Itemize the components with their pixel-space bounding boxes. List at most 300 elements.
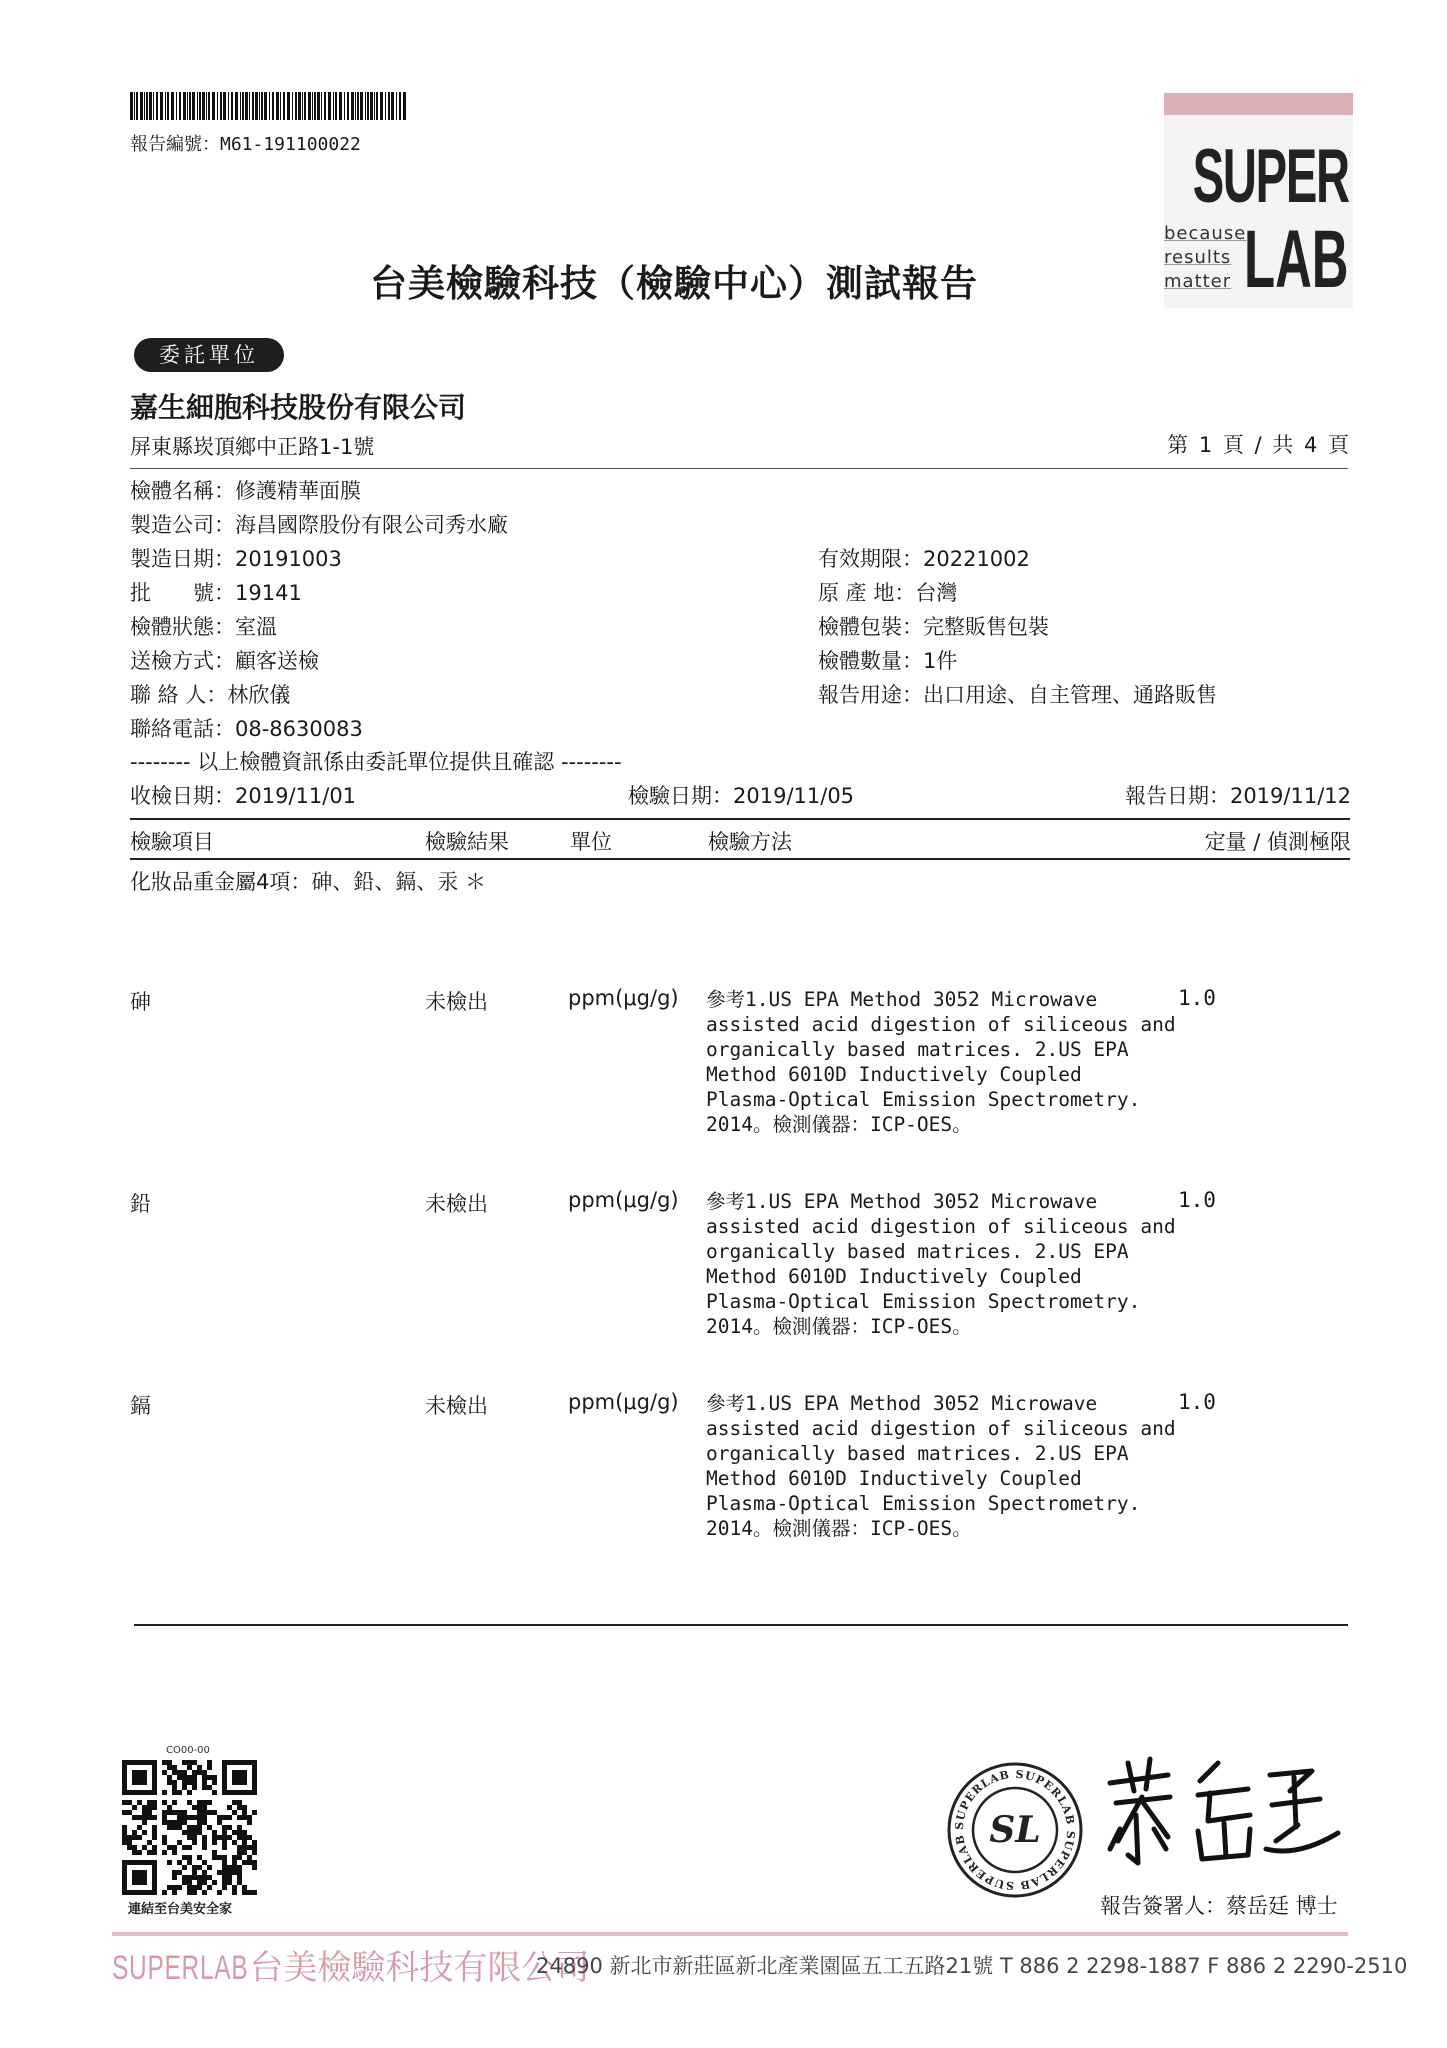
qr-module (207, 1760, 212, 1765)
qr-module (142, 1880, 147, 1885)
page-indicator: 第 1 頁 / 共 4 頁 (1167, 433, 1351, 457)
qr-module (137, 1860, 142, 1865)
barcode-bar (249, 92, 250, 120)
qr-module (122, 1785, 127, 1790)
report-number: 報告編號：M61-191100022 (130, 134, 361, 155)
qr-module (137, 1850, 142, 1855)
barcode-bar (144, 92, 145, 120)
qr-module (142, 1805, 147, 1810)
qr-module (182, 1875, 187, 1880)
qr-module (252, 1810, 257, 1815)
barcode-bar (167, 92, 169, 120)
qr-module (147, 1840, 152, 1845)
info-line: 檢體狀態：室溫 (130, 615, 277, 639)
qr-module (127, 1760, 132, 1765)
qr-module (242, 1760, 247, 1765)
qr-module (147, 1790, 152, 1795)
barcode-bar (339, 92, 342, 120)
barcode-bar (192, 92, 195, 120)
qr-module (172, 1790, 177, 1795)
qr-module (217, 1820, 222, 1825)
qr-module (222, 1770, 227, 1775)
table-row-item: 鉛 (130, 1192, 151, 1216)
qr-module (187, 1880, 192, 1885)
table-row-method: 參考1.US EPA Method 3052 Microwave assisted acid digestion of siliceous and organically based matrices. 2.US EPA Method 6010D Inductively Coupled Plasma-Optical Emission Spectrometry. 2014。檢測儀器：ICP-OES。 (706, 1190, 1176, 1338)
qr-module (167, 1805, 172, 1810)
barcode-bar (280, 92, 281, 120)
qr-module (207, 1875, 212, 1880)
qr-module (222, 1875, 227, 1880)
qr-module (207, 1825, 212, 1830)
qr-module (252, 1785, 257, 1790)
qr-module (232, 1885, 237, 1890)
qr-module (142, 1815, 147, 1820)
report-date: 報告日期：2019/11/12 (1124, 784, 1351, 808)
qr-module (217, 1835, 222, 1840)
qr-module (182, 1785, 187, 1790)
qr-module (172, 1825, 177, 1830)
qr-module (172, 1810, 177, 1815)
barcode-bar (252, 92, 254, 120)
qr-module (192, 1825, 197, 1830)
barcode-bar (335, 92, 337, 120)
footer-brand-en: SUPERLAB (112, 1949, 249, 1987)
footer-rule (112, 1932, 1348, 1936)
qr-module (252, 1845, 257, 1850)
qr-module (212, 1775, 217, 1780)
qr-module (122, 1825, 127, 1830)
qr-module (222, 1765, 227, 1770)
qr-module (152, 1875, 157, 1880)
barcode-bar (130, 92, 133, 120)
qr-module (122, 1870, 127, 1875)
qr-module (167, 1810, 172, 1815)
qr-module (192, 1840, 197, 1845)
qr-module (152, 1815, 157, 1820)
qr-module (122, 1860, 127, 1865)
qr-module (152, 1860, 157, 1865)
qr-module (132, 1770, 137, 1775)
divider (130, 468, 1348, 469)
qr-module (142, 1780, 147, 1785)
qr-module (167, 1775, 172, 1780)
barcode-bar (302, 92, 303, 120)
qr-module (142, 1810, 147, 1815)
qr-module (137, 1815, 142, 1820)
test-date: 檢驗日期：2019/11/05 (628, 784, 855, 808)
qr-module (217, 1815, 222, 1820)
signature-image (1098, 1745, 1348, 1885)
qr-module (232, 1870, 237, 1875)
barcode-bar (396, 92, 397, 120)
logo-tagline-1: because (1164, 223, 1247, 244)
qr-module (222, 1855, 227, 1860)
qr-module (172, 1780, 177, 1785)
qr-module (132, 1850, 137, 1855)
qr-module (237, 1775, 242, 1780)
qr-module (132, 1815, 137, 1820)
header-item: 檢驗項目 (130, 830, 214, 854)
qr-module (227, 1760, 232, 1765)
barcode-bar (292, 92, 293, 120)
qr-module (147, 1810, 152, 1815)
qr-module (172, 1800, 177, 1805)
qr-module (137, 1890, 142, 1895)
qr-module (187, 1890, 192, 1895)
qr-module (232, 1855, 237, 1860)
qr-module (172, 1885, 177, 1890)
logo-lab-text: LAB (1244, 214, 1349, 305)
qr-module (142, 1830, 147, 1835)
qr-module (227, 1865, 232, 1870)
qr-module (132, 1875, 137, 1880)
qr-module (237, 1855, 242, 1860)
info-line: 送檢方式：顧客送檢 (130, 649, 319, 673)
qr-module (162, 1890, 167, 1895)
barcode-bar (255, 92, 258, 120)
qr-module (132, 1880, 137, 1885)
qr-module (177, 1840, 182, 1845)
qr-module (242, 1835, 247, 1840)
barcode-bar (308, 92, 311, 120)
barcode-bar (314, 92, 316, 120)
qr-module (127, 1890, 132, 1895)
qr-module (242, 1790, 247, 1795)
barcode-bar (212, 92, 215, 120)
seal-ring-text: SUPERLAB SUPERLAB SUPERLAB SUPERLAB (952, 1767, 1078, 1893)
qr-module (122, 1790, 127, 1795)
qr-module (122, 1875, 127, 1880)
info-notice: -------- 以上檢體資訊係由委託單位提供且確認 -------- (130, 750, 622, 774)
qr-module (202, 1890, 207, 1895)
qr-module (247, 1815, 252, 1820)
qr-module (247, 1835, 252, 1840)
barcode-bar (136, 92, 138, 120)
barcode-bar (376, 92, 378, 120)
qr-module (177, 1820, 182, 1825)
received-date: 收檢日期：2019/11/01 (130, 784, 357, 808)
qr-module (252, 1790, 257, 1795)
barcode-bar (259, 92, 260, 120)
qr-module (222, 1825, 227, 1830)
qr-module (177, 1825, 182, 1830)
qr-module (152, 1850, 157, 1855)
qr-module (122, 1885, 127, 1890)
qr-module (242, 1845, 247, 1850)
table-end-rule (134, 1624, 1348, 1626)
barcode-bar (351, 92, 354, 120)
qr-module (247, 1860, 252, 1865)
barcode-bar (206, 92, 207, 120)
table-row-limit: 1.0 (1178, 1390, 1216, 1414)
qr-module (197, 1885, 202, 1890)
barcode-bar (367, 92, 369, 120)
qr-module (207, 1800, 212, 1805)
qr-module (197, 1825, 202, 1830)
table-row-result: 未檢出 (425, 990, 488, 1014)
logo-bar (1164, 93, 1353, 115)
qr-module (172, 1785, 177, 1790)
qr-module (202, 1840, 207, 1845)
qr-module (137, 1880, 142, 1885)
qr-module (162, 1810, 167, 1815)
client-badge: 委託單位 (134, 338, 284, 372)
qr-module (182, 1820, 187, 1825)
qr-module (137, 1825, 142, 1830)
barcode-bar (295, 92, 297, 120)
qr-module (192, 1835, 197, 1840)
qr-module (167, 1780, 172, 1785)
qr-module (237, 1865, 242, 1870)
barcode-bar (333, 92, 334, 120)
barcode-bar (403, 92, 406, 120)
qr-module (167, 1820, 172, 1825)
qr-module (187, 1885, 192, 1890)
qr-module (177, 1860, 182, 1865)
qr-module (192, 1885, 197, 1890)
qr-module (182, 1865, 187, 1870)
qr-module (207, 1775, 212, 1780)
qr-module (152, 1835, 157, 1840)
qr-module (132, 1870, 137, 1875)
table-top-rule (130, 818, 1350, 820)
qr-module (187, 1825, 192, 1830)
qr-module (247, 1845, 252, 1850)
info-line: 檢體數量：1件 (818, 649, 958, 673)
barcode-bar (283, 92, 285, 120)
qr-module (237, 1850, 242, 1855)
qr-module (187, 1875, 192, 1880)
qr-module (132, 1830, 137, 1835)
qr-module (212, 1810, 217, 1815)
barcode-bar (146, 92, 148, 120)
barcode-bar (365, 92, 366, 120)
qr-module (172, 1770, 177, 1775)
qr-module (202, 1820, 207, 1825)
qr-module (142, 1860, 147, 1865)
qr-module (152, 1880, 157, 1885)
qr-module (197, 1815, 202, 1820)
qr-module (122, 1760, 127, 1765)
qr-module (202, 1810, 207, 1815)
qr-module (237, 1790, 242, 1795)
qr-module (172, 1765, 177, 1770)
qr-module (222, 1870, 227, 1875)
barcode-bar (347, 92, 349, 120)
barcode-bar (385, 92, 386, 120)
qr-module (232, 1790, 237, 1795)
qr-module (122, 1830, 127, 1835)
qr-module (152, 1790, 157, 1795)
superlab-seal (945, 1760, 1085, 1900)
qr-module (252, 1840, 257, 1845)
qr-code[interactable] (122, 1760, 257, 1895)
qr-module (132, 1860, 137, 1865)
qr-module (192, 1815, 197, 1820)
qr-module (172, 1870, 177, 1875)
info-line: 製造日期：20191003 (130, 547, 342, 571)
qr-module (222, 1780, 227, 1785)
qr-module (162, 1835, 167, 1840)
qr-module (147, 1805, 152, 1810)
qr-module (197, 1830, 202, 1835)
qr-module (192, 1805, 197, 1810)
qr-module (142, 1870, 147, 1875)
qr-module (182, 1810, 187, 1815)
table-row-unit: ppm(μg/g) (568, 986, 679, 1010)
table-row-limit: 1.0 (1178, 1188, 1216, 1212)
barcode-bar (344, 92, 345, 120)
qr-module (242, 1860, 247, 1865)
qr-module (132, 1760, 137, 1765)
qr-module (202, 1775, 207, 1780)
qr-module (212, 1835, 217, 1840)
qr-module (142, 1845, 147, 1850)
qr-module (197, 1820, 202, 1825)
qr-module (197, 1765, 202, 1770)
barcode-bar (298, 92, 301, 120)
qr-module (242, 1830, 247, 1835)
barcode-bar (197, 92, 198, 120)
barcode-bar (304, 92, 306, 120)
barcode-bar (183, 92, 186, 120)
barcode-bar (235, 92, 238, 120)
qr-module (192, 1865, 197, 1870)
qr-module (122, 1865, 127, 1870)
qr-module (187, 1835, 192, 1840)
barcode-bar (272, 92, 274, 120)
qr-module (122, 1775, 127, 1780)
qr-module (242, 1780, 247, 1785)
footer-brand (112, 1940, 589, 1989)
qr-module (187, 1775, 192, 1780)
info-line: 檢體名稱：修護精華面膜 (130, 479, 361, 503)
qr-module (167, 1885, 172, 1890)
qr-module (247, 1855, 252, 1860)
qr-module (122, 1835, 127, 1840)
info-line: 製造公司：海昌國際股份有限公司秀水廠 (130, 513, 508, 537)
qr-module (232, 1810, 237, 1815)
table-row-method: 參考1.US EPA Method 3052 Microwave assisted acid digestion of siliceous and organically based matrices. 2.US EPA Method 6010D Inductively Coupled Plasma-Optical Emission Spectrometry. 2014。檢測儀器：ICP-OES。 (706, 988, 1176, 1136)
qr-module (247, 1820, 252, 1825)
qr-module (202, 1875, 207, 1880)
qr-module (222, 1830, 227, 1835)
table-row-item: 鎘 (130, 1394, 151, 1418)
table-row-unit: ppm(μg/g) (568, 1390, 679, 1414)
qr-module (207, 1765, 212, 1770)
barcode-bar (312, 92, 313, 120)
qr-module (137, 1800, 142, 1805)
barcode-bar (261, 92, 263, 120)
qr-module (237, 1845, 242, 1850)
qr-module (247, 1790, 252, 1795)
qr-module (152, 1770, 157, 1775)
barcode-bar (287, 92, 290, 120)
qr-module (197, 1805, 202, 1810)
qr-module (227, 1805, 232, 1810)
qr-module (192, 1760, 197, 1765)
client-address: 屏東縣崁頂鄉中正路1-1號 (130, 435, 375, 459)
qr-module (202, 1805, 207, 1810)
qr-module (242, 1770, 247, 1775)
logo-super-text: SUPER (1192, 134, 1349, 219)
qr-module (172, 1850, 177, 1855)
qr-module (192, 1785, 197, 1790)
qr-module (222, 1815, 227, 1820)
table-row-unit: ppm(μg/g) (568, 1188, 679, 1212)
qr-module (197, 1865, 202, 1870)
qr-module (167, 1765, 172, 1770)
qr-module (187, 1855, 192, 1860)
barcode-bar (179, 92, 181, 120)
qr-module (212, 1830, 217, 1835)
qr-module (197, 1855, 202, 1860)
qr-module (202, 1800, 207, 1805)
qr-module (127, 1840, 132, 1845)
qr-module (137, 1775, 142, 1780)
qr-module (222, 1775, 227, 1780)
info-line: 有效期限：20221002 (818, 547, 1030, 571)
qr-module (137, 1870, 142, 1875)
qr-module (197, 1810, 202, 1815)
barcode-bar (149, 92, 152, 120)
qr-module (177, 1810, 182, 1815)
qr-module (252, 1770, 257, 1775)
qr-module (122, 1780, 127, 1785)
qr-module (127, 1860, 132, 1865)
footer-brand-zh: 台美檢驗科技有限公司 (249, 1949, 590, 1987)
qr-module (247, 1890, 252, 1895)
qr-module (152, 1760, 157, 1765)
qr-module (242, 1810, 247, 1815)
qr-module (137, 1760, 142, 1765)
info-line: 聯絡電話：08-8630083 (130, 717, 363, 741)
barcode-bar (208, 92, 210, 120)
qr-module (177, 1815, 182, 1820)
barcode-bar (370, 92, 373, 120)
qr-module (132, 1835, 137, 1840)
qr-module (142, 1775, 147, 1780)
qr-module (197, 1880, 202, 1885)
barcode-bar (324, 92, 326, 120)
barcode-bar (165, 92, 166, 120)
qr-module (212, 1790, 217, 1795)
seal-center-text: SL (989, 1809, 1041, 1851)
qr-module (122, 1880, 127, 1885)
qr-module (132, 1805, 137, 1810)
qr-module (142, 1875, 147, 1880)
qr-module (192, 1780, 197, 1785)
barcode-bar (187, 92, 188, 120)
qr-module (207, 1865, 212, 1870)
qr-module (182, 1760, 187, 1765)
barcode-bar (355, 92, 356, 120)
qr-module (182, 1770, 187, 1775)
table-header-rule (130, 858, 1350, 860)
barcode-bar (189, 92, 191, 120)
qr-module (187, 1760, 192, 1765)
qr-module (147, 1800, 152, 1805)
qr-module (252, 1860, 257, 1865)
table-row-item: 砷 (130, 990, 151, 1014)
footer-address: 24890 新北市新莊區新北產業園區五工五路21號 T 886 2 2298-1887 F 886 2 2290-2510 (536, 1954, 1408, 1978)
qr-module (237, 1880, 242, 1885)
barcode-bar (399, 92, 401, 120)
qr-module (147, 1815, 152, 1820)
table-row-limit: 1.0 (1178, 986, 1216, 1010)
barcode-bar (360, 92, 363, 120)
qr-module (227, 1790, 232, 1795)
